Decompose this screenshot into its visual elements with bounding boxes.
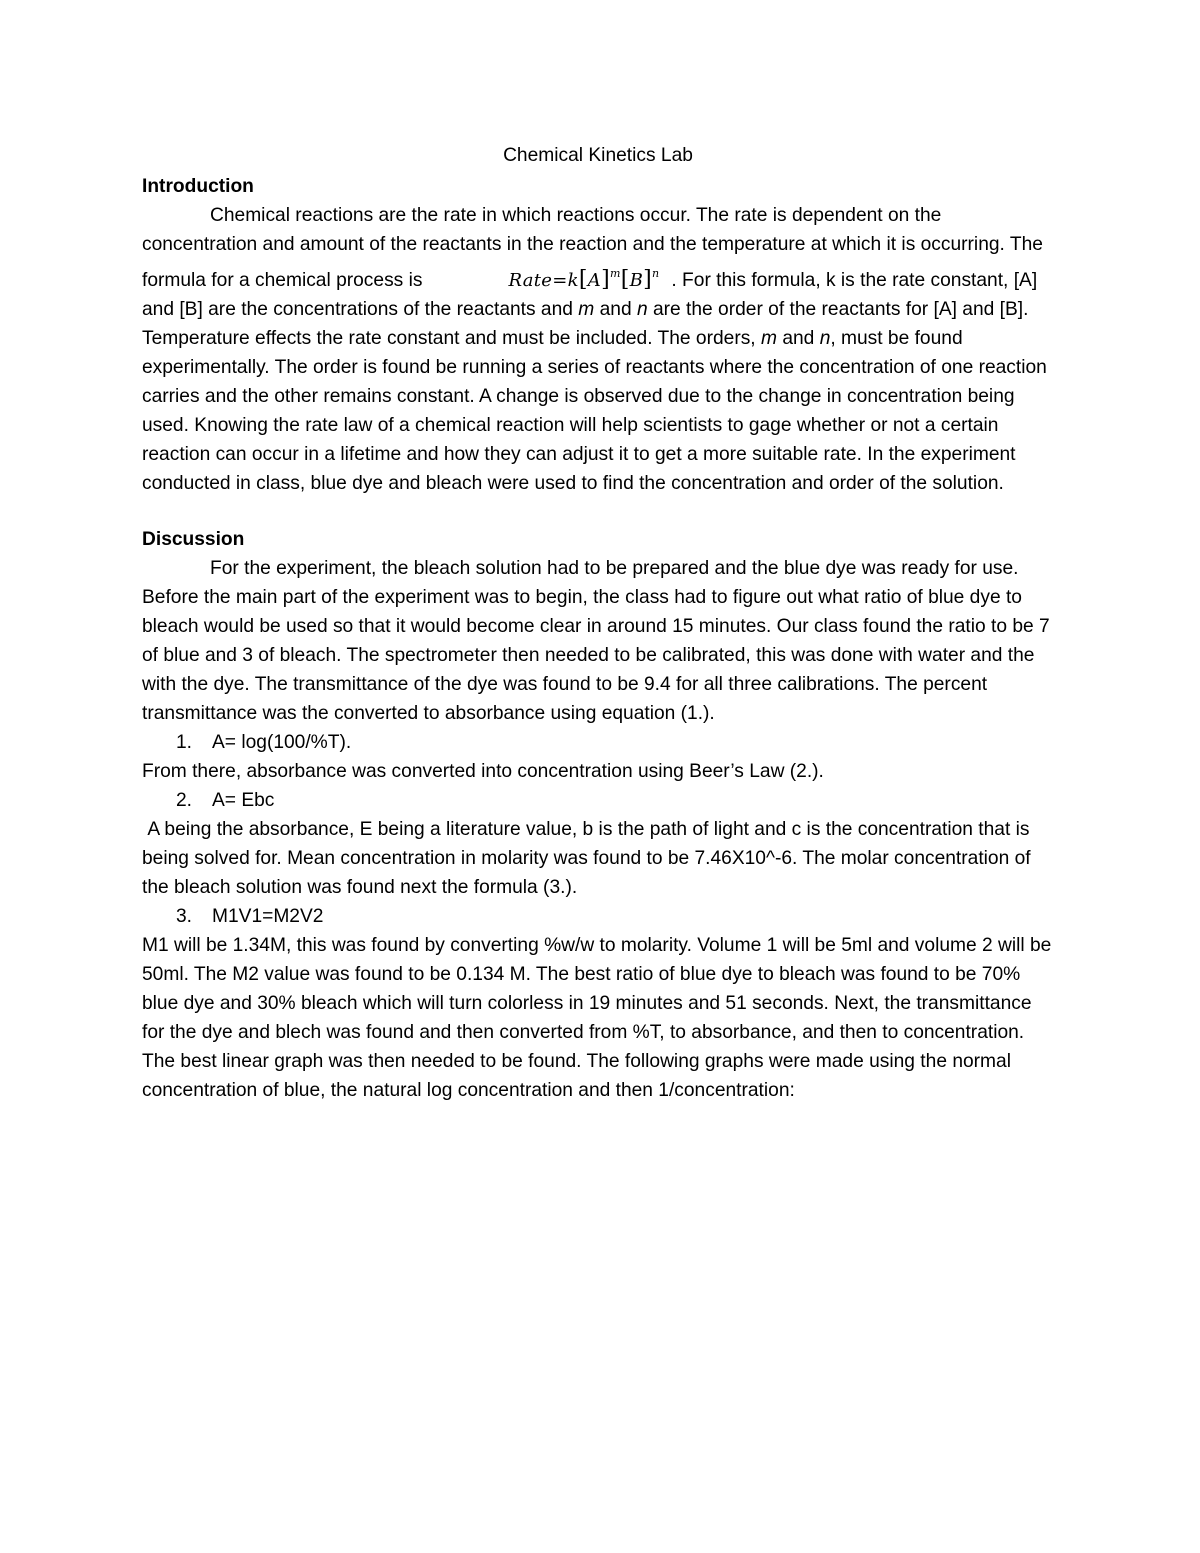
formula-bracket: ] — [601, 267, 610, 292]
formula-m-exponent: m — [609, 267, 621, 280]
formula-rate: Rate — [508, 270, 553, 291]
rate-law-formula — [440, 259, 659, 295]
introduction-heading: Introduction — [142, 176, 254, 197]
intro-text-after-formula-2: and — [599, 299, 632, 320]
italic-m: m — [578, 299, 595, 320]
document-title: Chemical Kinetics Lab — [503, 145, 693, 166]
discussion-paragraph-4: M1 will be 1.34M, this was found by converting %w/w to molarity. Volume 1 will be 5ml and volume 2 will be 50ml. The M2 value was found to be 0.134 M. The best ratio of blue dye to bleach was found to be 70% blue dye and 30% bleach which will turn colorless in 19 minutes and 51 seconds. Next, the transmittance for the dye and blech was found and then converted from %T, to absorbance, and then to concentration. The best linear graph was then needed to be found. The following graphs were made using the normal concentration of blue, the natural log concentration and then 1/concentration: — [142, 935, 1052, 1101]
equation-3 — [142, 902, 1054, 931]
italic-n: n — [819, 328, 831, 349]
section-spacer — [142, 498, 1054, 525]
equation-number: 2. — [176, 790, 193, 811]
intro-text-after-formula-3: are the order of the reactants for [A] and [B]. Temperature effects the rate constant and must be included. The orders, — [142, 299, 1029, 349]
formula-a: A — [587, 270, 602, 291]
discussion-paragraph-1: For the experiment, the bleach solution had to be prepared and the blue dye was ready for use. Before the main part of the experiment was to begin, the class had to figure out what ratio of blue dye to bleach would be used so that it would become clear in around 15 minutes. Our class found the ratio to be 7 of blue and 3 of bleach. The spectrometer then needed to be calibrated, this was done with water and the with the dye. The transmittance of the dye was found to be 9.4 for all three calibrations. The percent transmittance was the converted to absorbance using equation (1.). — [142, 558, 1050, 724]
equation-number: 3. — [176, 906, 193, 927]
document-body — [142, 140, 1054, 1105]
formula-n-exponent: n — [652, 267, 660, 280]
equation-1 — [142, 728, 1054, 757]
formula-b: B — [629, 270, 644, 291]
discussion-paragraph-3: A being the absorbance, E being a literature value, b is the path of light and c is the concentration that is being solved for. Mean concentration in molarity was found to be 7.46X10^-6. The molar concentration of the bleach solution was found next the formula (3.). — [142, 819, 1036, 898]
introduction-paragraph — [142, 201, 1054, 498]
intro-text-after-formula-1: . For this formula, k is the rate constant, [A] and [B] are the concentrations of the reactants and — [142, 270, 1038, 320]
equation-number: 1. — [176, 732, 193, 753]
equation-text: M1V1=M2V2 — [212, 906, 324, 927]
formula-bracket: [ — [578, 267, 588, 292]
formula-bracket: [ — [620, 267, 630, 292]
equation-2 — [142, 786, 1054, 815]
equation-text: A= Ebc — [212, 790, 275, 811]
equation-text: A= log(100/%T). — [212, 732, 352, 753]
discussion-paragraph-2: From there, absorbance was converted into concentration using Beer’s Law (2.). — [142, 761, 824, 782]
intro-text-before-formula: Chemical reactions are the rate in which reactions occur. The rate is dependent on the concentration and amount of the reactants in the reaction and the temperature at which it is occurring. The formula for a chemical process is — [142, 205, 1043, 291]
formula-bracket: ] — [643, 267, 652, 292]
formula-equals: = — [552, 270, 568, 291]
italic-n: n — [636, 299, 648, 320]
discussion-heading: Discussion — [142, 529, 245, 550]
italic-m: m — [761, 328, 777, 349]
intro-text-after-formula-5: , must be found experimentally. The order is found be running a series of reactants where the concentration of one reaction carries and the other remains constant. A change is observed due to the change in concentration being used. Knowing the rate law of a chemical reaction will help scientists to gage whether or not a certain reaction can occur in a lifetime and how they can adjust it to get a more suitable rate. In the experiment conducted in class, blue dye and bleach were used to find the concentration and order of the solution. — [142, 328, 1047, 494]
formula-k: k — [567, 270, 579, 291]
intro-text-after-formula-4: and — [782, 328, 815, 349]
